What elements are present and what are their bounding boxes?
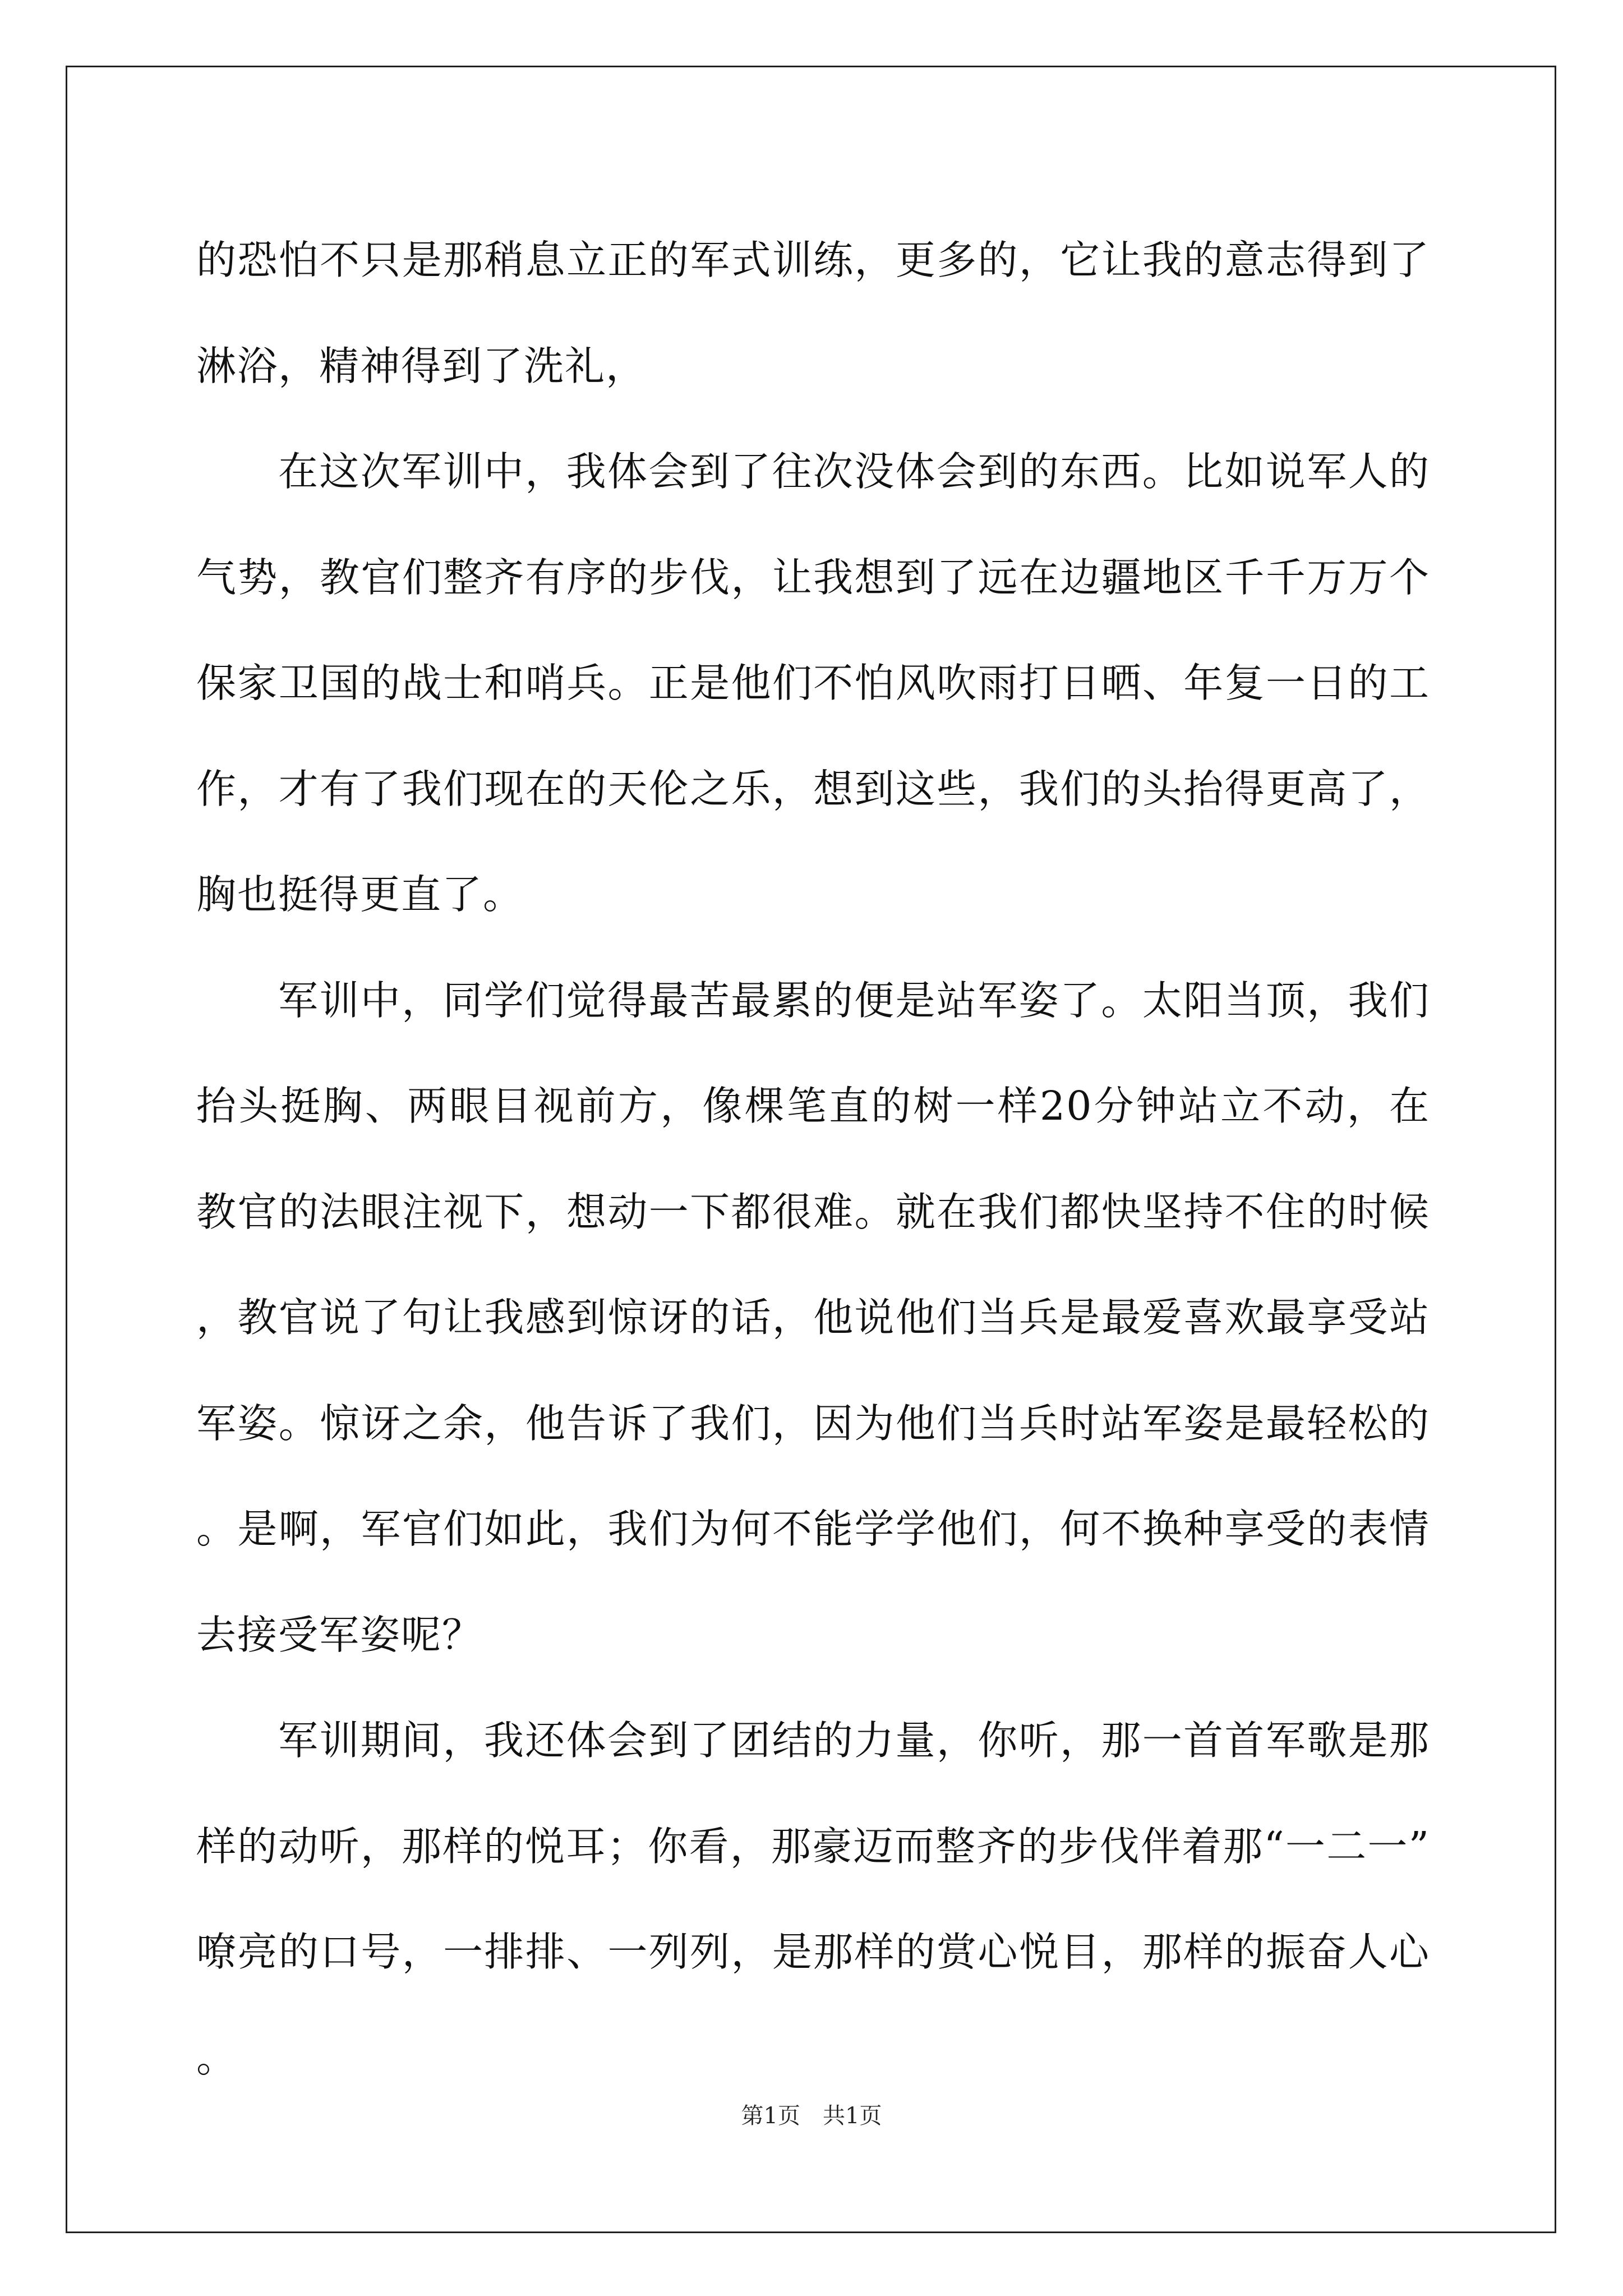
page-footer bbox=[0, 2098, 1623, 2130]
paragraph-1: 的恐怕不只是那稍息立正的军式训练，更多的，它让我的意志得到了淋浴，精神得到了洗礼， bbox=[196, 237, 1430, 389]
paragraph-4: 军训期间，我还体会到了团结的力量，你听，那一首首军歌是那样的动听，那样的悦耳；你看，那豪迈而整齐的步伐伴着那“一二一”嘹亮的口号，一排排、一列列，是那样的赏心悦目，那样的振奋人心。 bbox=[196, 1717, 1430, 2081]
paragraph-3: 军训中，同学们觉得最苦最累的便是站军姿了。太阳当顶，我们抬头挺胸、两眼目视前方，像棵笔直的树一样20分钟站立不动，在教官的法眼注视下，想动一下都很难。就在我们都快坚持不住的时候，教官说了句让我感到惊讶的话，他说他们当兵是最爱喜欢最享受站军姿。惊讶之余，他告诉了我们，因为他们当兵时站军姿是最轻松的。是啊，军官们如此，我们为何不能学学他们，何不换种享受的表情去接受军姿呢？ bbox=[196, 977, 1430, 1658]
page-number-current: 第1页 bbox=[741, 2103, 800, 2129]
document-body bbox=[196, 208, 1430, 2111]
paragraph-2: 在这次军训中，我体会到了往次没体会到的东西。比如说军人的气势，教官们整齐有序的步伐，让我想到了远在边疆地区千千万万个保家卫国的战士和哨兵。正是他们不怕风吹雨打日晒、年复一日的工作，才有了我们现在的天伦之乐，想到这些，我们的头抬得更高了，胸也挺得更直了。 bbox=[196, 448, 1430, 918]
page-number-total: 共1页 bbox=[823, 2103, 882, 2129]
